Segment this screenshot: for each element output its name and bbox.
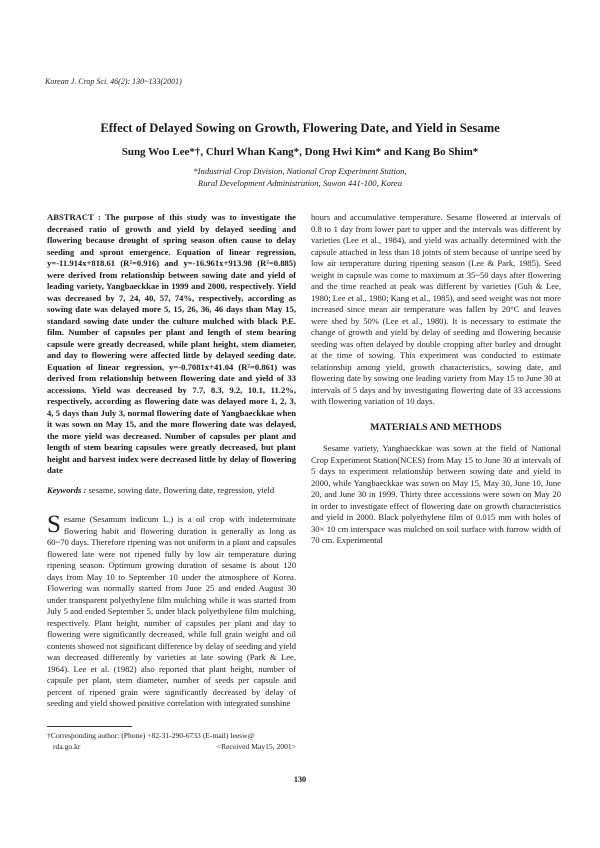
- section-heading-methods: MATERIALS AND METHODS: [370, 421, 502, 433]
- paper-title: Effect of Delayed Sowing on Growth, Flowering Date, and Yield in Sesame: [100, 121, 500, 135]
- keywords-text: sesame, sowing date, flowering date, regression, yield: [88, 484, 275, 495]
- keywords-label: Keywords :: [47, 484, 89, 495]
- right-column: [311, 212, 561, 547]
- affiliation-line-2: Rural Development Administration, Suwon 441-100, Korea: [197, 177, 403, 188]
- introduction-text: esame (Sesamum indicum L.) is a oil crop with indeterminate flowering habit and flowering duration is generally as long as 60~70 days. Therefore ripening was not uniform in a plant and capsules flowered late were not ripened fully by low air temperature during ripening season. Optimum growing duration of sesame is about 120 days from May 10 to September 10 under the atmosphere of Korea. Flowering was normally started from June 25 and ended August 30 under transparent polyethylene film mulching while it was started from July 5 and ended September 5, under black polyethylene film mulching, respectively. Plant height, number of capsules per plant and day to flowering were significantly decreased, while full grain weight and oil contents showed not significant difference by delay of seeding and yield was decreased differently by varieties at late sowing (Park & Lee, 1964). Lee et al. (1982) also reported that plant height, number of capsule per plant, stem diameter, number of seeds per capsule and percent of ripened grain were significantly decreased by delay of seeding and yield showed positive correlation with integrated sunshine: [47, 514, 296, 708]
- introduction: [47, 511, 296, 710]
- left-column: [47, 212, 296, 710]
- footnote-line-2: [47, 742, 296, 753]
- affiliation-line-1: *Industrial Crop Division, National Crop Experiment Station,: [193, 166, 407, 176]
- abstract-text: The purpose of this study was to investigate the decreased ratio of growth and yield by delayed seeding and flowering because drought of spring season often cause to delay seeding and sprout emergence. Equation of linear regression, y=-11.914x+818.61 (R²=0.916) and y=-16.961x+913.98 (R²=0.885) were derived from relationship between sowing date and yield of leading variety, Yangbaeckkae in 1999 and 2000, respectively. Yield was decreased by 7, 24, 40, 57, 74%, respectively, according as sowing date was delayed more 5, 15, 26, 36, 46 days than May 15, standard sowing date under the culture mulched with black P.E. film. Number of capsules per plant and length of stem bearing capsule were greatly decreased, while plant height, stem diameter, and day to flowering were affected little by delayed seeding date. Equation of linear regression, y=-0.7081x+41.04 (R²=0.861) was derived from relationship between flowering date and yield of 33 accessions. Yield was decreased by 7.7, 8.3, 9.2, 10.1, 11.2%, respectively, according as flowering date was delayed more 1, 2, 3, 4, 5 days than July 3, normal flowering date of Yangbaeckkae when it was sown on May 15, and the more flowering date was delayed, the more yield was decreased. Number of capsules per plant and length of stem bearing capsules were greatly decreased, but plant height and harvest index were decreased little by delay of flowering date: [47, 212, 296, 475]
- page-number: 130: [293, 775, 307, 784]
- keywords: [47, 485, 296, 497]
- footnote-line-1: †Corresponding author: (Phone) +82-31-290-6733 (E-mail) leesw@: [47, 731, 255, 740]
- introduction-continued: hours and accumulative temperature. Sesame flowered at intervals of 0.8 to 1 day from lower part to upper and the intervals was different by varieties (Lee et al., 1984), and yield was actually determined with the capsule attached in less than 18 joints of stem because of unripe seed by low air temperature during ripening season (Lee & Park, 1985). Seed weight in capsule was come to maximum at 35~50 days after flowering and the time reached at peak was different by varieties (Guh & Lee, 1980; Lee et al., 1980; Kang et al., 1985), and seed weight was not more increased since mean air temperature was fallen by 20°C and leaves were shed by 50% (Lee et al., 1980). It is necessary to estimate the change of growth and yield by delay of seeding and flowering because seeding was often delayed by double cropping after barley and drought at the time of sowing. This experiment was conducted to estimate relationship among yield, growth characteristics, sowing date, and flowering date by sowing one leading variety from May 15 to June 30 at intervals of 5 days and by investigating flowering date of 33 accessions with flowering variation of 10 days.: [311, 212, 561, 406]
- methods-text: Sesame variety, Yangbaeckkae was sown at the field of National Crop Experiment Station(NCES) from May 15 to June 30 at intervals of 5 days to experiment relationship between sowing date and yield in 2000, while Yangbaeckkae was sown on May 15, May 30, June 10, June 20, and June 30 in 1999. Thirty three accessions were sown on May 20 in order to investigate effect of flowering date on growth characteristics and yield in 2000. Black polyethylene film of 0.015 mm with holes of 30× 10 cm interspace was mulched on soil surface with furrow width of 70 cm. Experimental: [311, 443, 561, 545]
- footnote-email-domain: rda.go.kr: [53, 741, 81, 751]
- abstract-label: ABSTRACT :: [47, 212, 106, 222]
- journal-citation: Korean J. Crop Sci. 46(2): 130~133(2001): [45, 77, 182, 86]
- abstract: [47, 212, 296, 477]
- received-date: <Received May15, 2001>: [216, 741, 296, 751]
- footnote-divider: [47, 726, 132, 727]
- affiliation: [30, 166, 570, 189]
- drop-cap: S: [47, 511, 61, 538]
- footnote: [47, 731, 296, 752]
- author-list: Sung Woo Lee*†, Churl Whan Kang*, Dong Hwi Kim* and Kang Bo Shim*: [121, 146, 479, 158]
